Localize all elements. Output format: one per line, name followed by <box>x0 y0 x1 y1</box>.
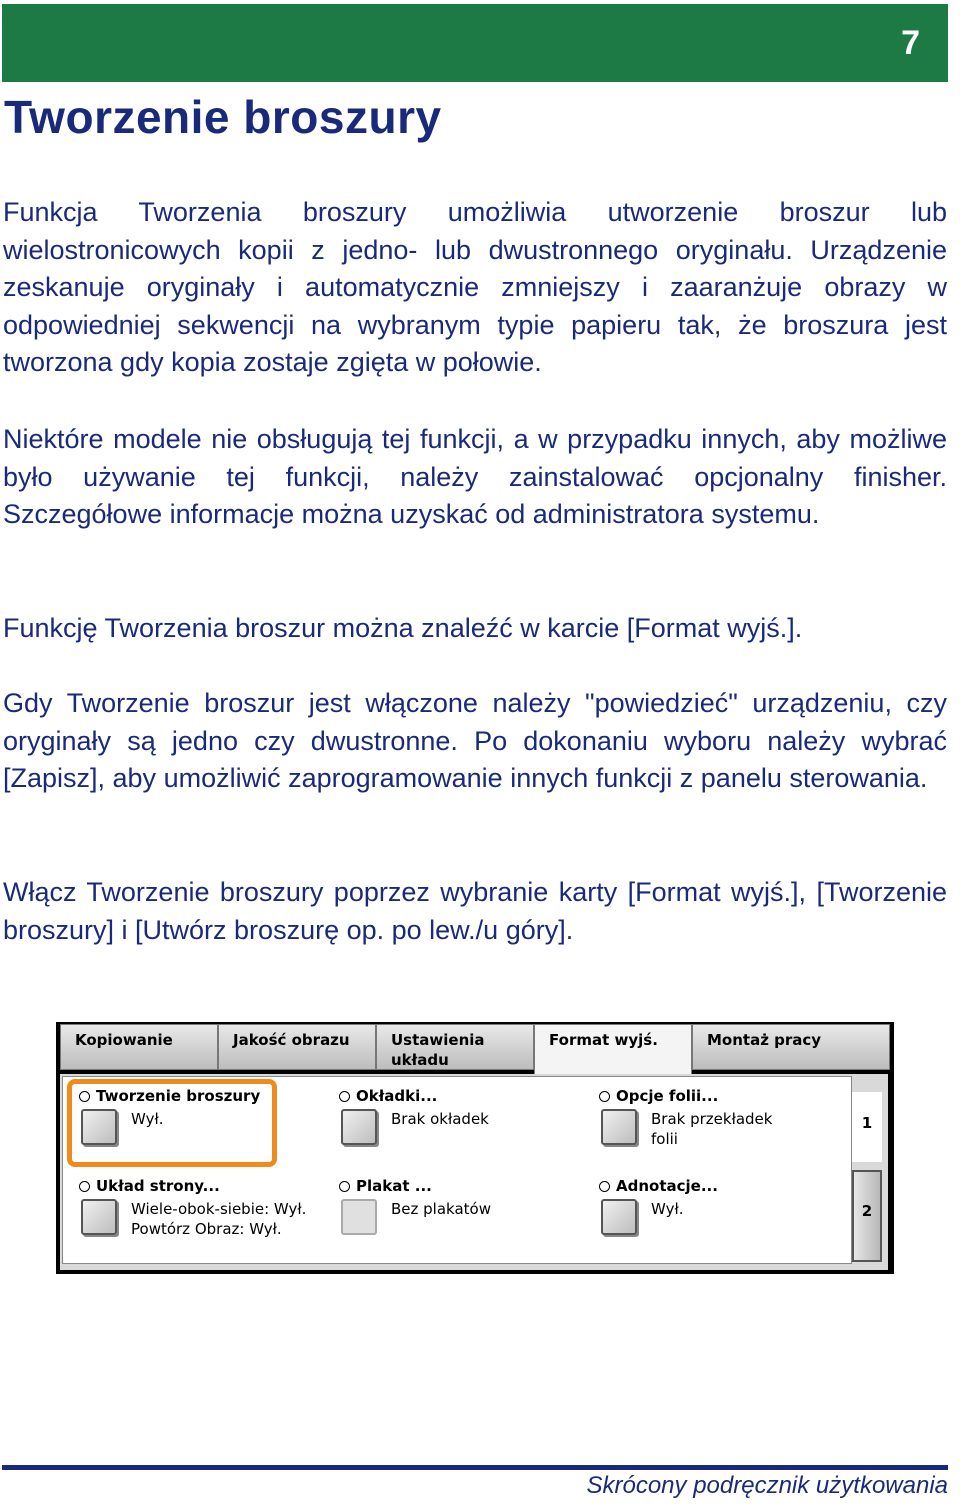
page-title: Tworzenie broszury <box>4 91 442 143</box>
tab-label: Ustawienia <box>391 1031 485 1049</box>
radio-icon <box>599 1181 610 1192</box>
option-adnotacje[interactable] <box>587 1169 837 1253</box>
option-label: Opcje folii... <box>616 1087 719 1105</box>
option-status <box>131 1109 163 1129</box>
paragraph-original-type: Gdy Tworzenie broszur jest włączone należy "powiedzieć" urządzeniu, czy oryginały są jedno czy dwustronne. Po dokonaniu wyboru należy wybrać [Zapisz], aby umożliwić zaprogramowanie innych funkcji z panelu sterowania. <box>3 688 947 793</box>
tab-montaz-pracy[interactable] <box>692 1024 890 1070</box>
footer-text: Skrócony podręcznik użytkowania <box>586 1472 948 1499</box>
tab-jakosc-obrazu[interactable] <box>218 1024 376 1070</box>
copier-ui-screenshot <box>56 1022 894 1274</box>
tab-label: Format wyjś. <box>549 1031 658 1049</box>
tab-format-wyjs[interactable] <box>534 1024 692 1076</box>
paragraph-intro: Funkcja Tworzenia broszury umożliwia utworzenie broszur lub wielostronicowych kopii z jedno- lub dwustronnego oryginału. Urządzenie zeskanuje oryginały i automatycznie zmniejszy i zaaranżuje obrazy w odpowiedniej sekwencji na wybranym typie papieru tak, że broszura jest tworzona gdy kopia zostaje zgięta w połowie. <box>3 197 947 377</box>
tab-label: Montaż pracy <box>707 1031 822 1049</box>
option-label: Plakat ... <box>356 1177 432 1195</box>
status-line: Wył. <box>131 1110 164 1128</box>
page-button-1[interactable]: 1 <box>852 1092 882 1162</box>
status-line: Wył. <box>651 1200 684 1218</box>
radio-icon <box>79 1181 90 1192</box>
radio-icon <box>339 1181 350 1192</box>
tab-kopiowanie[interactable] <box>60 1024 218 1070</box>
option-status <box>651 1109 772 1149</box>
option-button[interactable] <box>81 1109 117 1145</box>
radio-icon <box>599 1091 610 1102</box>
option-button[interactable] <box>601 1109 637 1145</box>
options-panel <box>60 1074 888 1270</box>
option-status <box>131 1199 306 1239</box>
paragraph-enable: Włącz Tworzenie broszury poprzez wybranie karty [Format wyjś.], [Tworzenie broszury] i [Utwórz broszurę op. po lew./u góry]. <box>3 877 947 945</box>
option-button[interactable] <box>341 1109 377 1145</box>
radio-icon <box>79 1091 90 1102</box>
option-uklad-strony[interactable] <box>67 1169 317 1253</box>
footer-rule <box>2 1465 948 1470</box>
tab-label-line2: układu <box>391 1051 449 1069</box>
radio-icon <box>339 1091 350 1102</box>
options-grid <box>62 1076 852 1264</box>
option-header <box>339 1087 437 1105</box>
status-line: Bez plakatów <box>391 1200 491 1218</box>
option-button[interactable] <box>341 1199 377 1235</box>
tab-label: Kopiowanie <box>75 1031 173 1049</box>
option-header <box>599 1087 718 1105</box>
paragraph-location: Funkcję Tworzenia broszur można znaleźć w karcie [Format wyjś.]. <box>3 613 803 643</box>
option-label: Okładki... <box>356 1087 438 1105</box>
status-line: Brak okładek <box>391 1110 489 1128</box>
page-button-2[interactable]: 2 <box>852 1170 882 1262</box>
option-tworzenie-broszury[interactable] <box>67 1079 317 1163</box>
paragraph-models: Niektóre modele nie obsługują tej funkcji, a w przypadku innych, aby możliwe było używanie tej funkcji, należy zainstalować opcjonalny finisher. Szczegółowe informacje można uzyskać od administratora systemu. <box>3 424 947 529</box>
option-label: Tworzenie broszury <box>96 1087 261 1105</box>
option-button[interactable] <box>81 1199 117 1235</box>
option-header <box>339 1177 432 1195</box>
option-status <box>391 1109 489 1129</box>
option-header <box>79 1177 220 1195</box>
option-label: Adnotacje... <box>616 1177 718 1195</box>
option-plakat[interactable] <box>327 1169 577 1253</box>
status-line: Powtórz Obraz: Wył. <box>131 1220 282 1238</box>
header-bar <box>2 4 948 82</box>
option-opcje-folii[interactable] <box>587 1079 837 1163</box>
option-okladki[interactable] <box>327 1079 577 1163</box>
option-header <box>599 1177 718 1195</box>
tab-ustawienia-ukladu[interactable] <box>376 1024 534 1070</box>
option-label: Układ strony... <box>96 1177 220 1195</box>
status-line: Wiele-obok-siebie: Wył. <box>131 1200 307 1218</box>
option-status <box>651 1199 683 1219</box>
page-number: 7 <box>901 24 920 62</box>
status-line: Brak przekładek <box>651 1110 773 1128</box>
option-button[interactable] <box>601 1199 637 1235</box>
tab-label: Jakość obrazu <box>233 1031 350 1049</box>
option-status <box>391 1199 491 1219</box>
status-line: folii <box>651 1130 678 1148</box>
option-header <box>79 1087 260 1105</box>
